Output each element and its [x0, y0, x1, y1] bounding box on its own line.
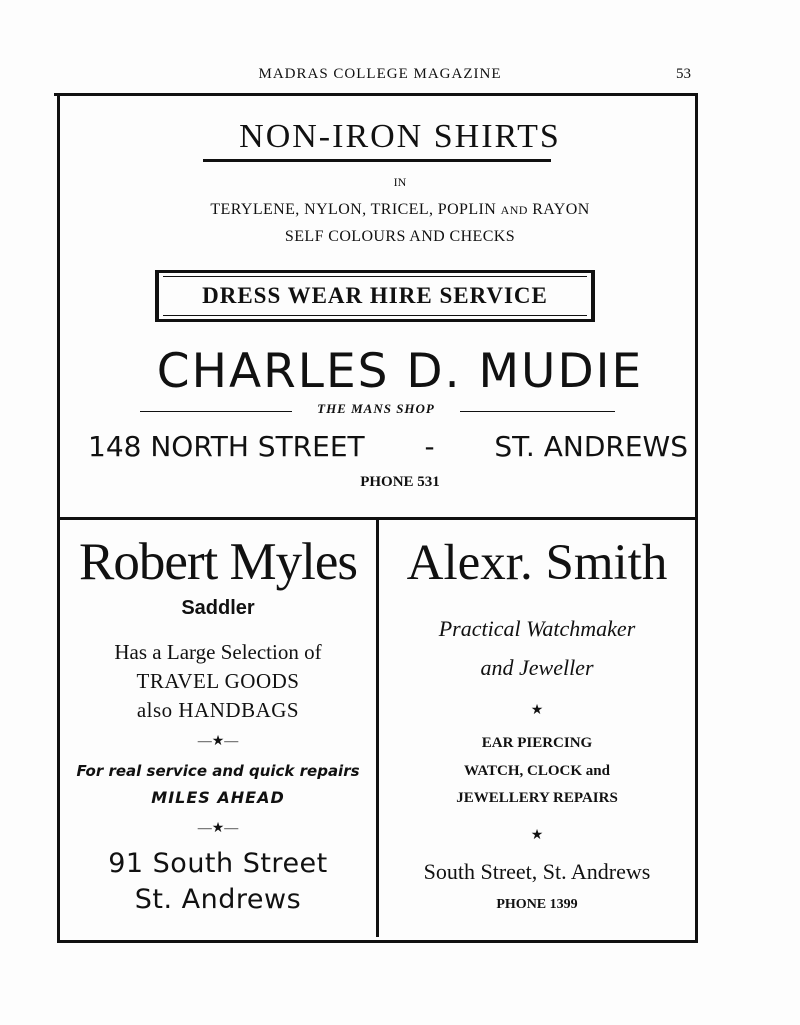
myles-town: St. Andrews [134, 884, 302, 915]
smith-address: South Street, St. Andrews [423, 859, 651, 884]
dress-wear-text: DRESS WEAR HIRE SERVICE [202, 283, 548, 308]
frame-bottom-border [57, 940, 698, 943]
smith-service-2: WATCH, CLOCK and [463, 763, 610, 779]
dress-wear-box [155, 270, 595, 322]
address-dash: - [424, 430, 435, 463]
fabrics-and: AND [500, 203, 528, 217]
myles-line-3: also HANDBAGS [136, 698, 300, 722]
mudie-name: CHARLES D. MUDIE [156, 344, 644, 399]
mudie-phone: PHONE 531 [360, 474, 440, 490]
mudie-street: 148 NORTH STREET [88, 430, 365, 463]
fabrics-main: TERYLENE, NYLON, TRICEL, POPLIN [210, 201, 497, 218]
myles-line-2: TRAVEL GOODS [136, 669, 300, 693]
fabrics-line [0, 201, 800, 219]
myles-line-1: Has a Large Selection of [114, 640, 322, 664]
smith-trade-line-2: and Jeweller [480, 655, 594, 680]
running-head: MADRAS COLLEGE MAGAZINE [258, 66, 502, 82]
myles-trade: Saddler [181, 597, 255, 619]
star-icon: ★ [530, 703, 544, 718]
shirts-underline [203, 159, 551, 162]
colours-line: SELF COLOURS AND CHECKS [284, 228, 516, 245]
mans-shop-tagline: THE MANS SHOP [317, 401, 435, 416]
fabrics-last: RAYON [532, 201, 590, 218]
smith-trade-line-1: Practical Watchmaker [438, 616, 636, 641]
shirts-heading: NON-IRON SHIRTS [239, 118, 561, 155]
smith-name: Alexr. Smith [406, 535, 668, 591]
tagline-rule-left [140, 411, 292, 412]
smith-service-1: EAR PIERCING [481, 735, 593, 751]
smith-phone: PHONE 1399 [496, 897, 578, 912]
star-icon: ★ [530, 828, 544, 843]
mudie-town: ST. ANDREWS [494, 430, 688, 463]
mudie-address [88, 430, 688, 463]
myles-service: For real service and quick repairs [76, 762, 360, 780]
smith-service-3: JEWELLERY REPAIRS [456, 790, 618, 806]
tagline-rule-right [460, 411, 615, 412]
myles-street: 91 South Street [108, 848, 328, 879]
myles-name: Robert Myles [79, 533, 357, 591]
shirts-in: IN [393, 175, 407, 189]
myles-slogan: MILES AHEAD [151, 788, 285, 807]
star-divider: —★— [197, 734, 239, 749]
page-number: 53 [676, 66, 691, 82]
star-divider: —★— [197, 821, 239, 836]
frame-top-border [54, 93, 698, 96]
